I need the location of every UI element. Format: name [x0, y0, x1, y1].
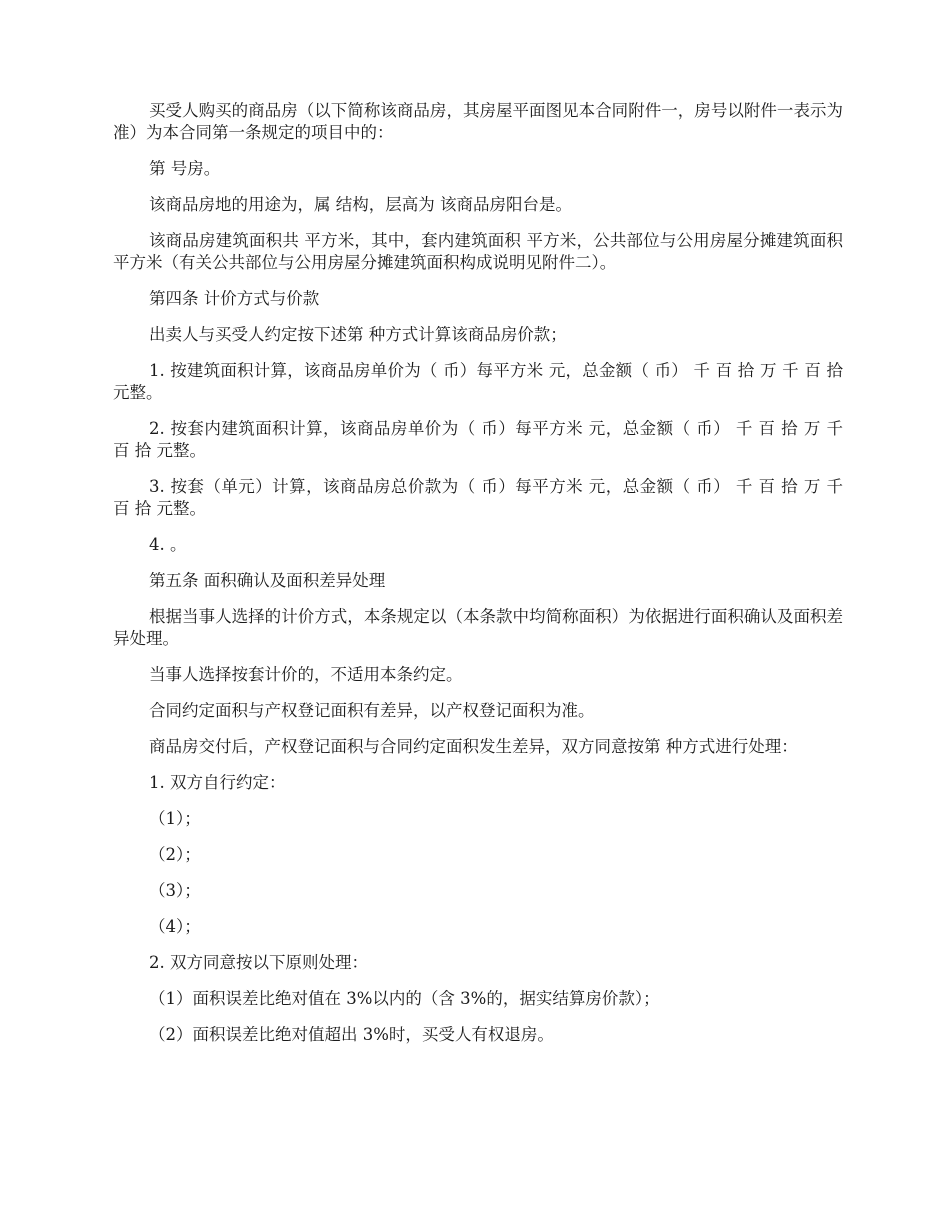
paragraph-building-area: 该商品房建筑面积共 平方米，其中，套内建筑面积 平方米，公共部位与公用房屋分摊建筑面积 平方米（有关公共部位与公用房屋分摊建筑面积构成说明见附件二）。 [113, 231, 843, 272]
paragraph-purchase-description: 买受人购买的商品房（以下简称该商品房，其房屋平面图见本合同附件一，房号以附件一表示为准）为本合同第一条规定的项目中的： [113, 101, 843, 142]
paragraph-usage-structure: 该商品房地的用途为，属 结构，层高为 该商品房阳台是。 [149, 195, 572, 214]
pricing-option-1: 1. 按建筑面积计算，该商品房单价为（ 币）每平方米 元，总金额（ 币） 千 百 拾 万 千 百 拾 元整。 [113, 361, 843, 402]
paragraph-registered-area-rule: 合同约定面积与产权登记面积有差异，以产权登记面积为准。 [149, 701, 595, 720]
document-body [113, 100, 843, 1060]
pricing-option-2: 2. 按套内建筑面积计算，该商品房单价为（ 币）每平方米 元，总金额（ 币） 千 百 拾 万 千 百 拾 元整。 [113, 419, 843, 460]
paragraph-area-difference-handling: 商品房交付后，产权登记面积与合同约定面积发生差异，双方同意按第 种方式进行处理： [149, 737, 798, 756]
handling-option-2: 2. 双方同意按以下原则处理： [149, 953, 368, 972]
principle-item-2: （2）面积误差比绝对值超出 3%时，买受人有权退房。 [149, 1025, 554, 1044]
pricing-option-3: 3. 按套（单元）计算，该商品房总价款为（ 币）每平方米 元，总金额（ 币） 千 百 拾 万 千 百 拾 元整。 [113, 477, 843, 518]
principle-item-1: （1）面积误差比绝对值在 3%以内的（含 3%的，据实结算房价款）； [149, 989, 660, 1008]
pricing-option-4: 4. 。 [149, 535, 187, 554]
paragraph-room-number: 第 号房。 [149, 159, 221, 178]
handling-option-1: 1. 双方自行约定： [149, 773, 286, 792]
handling-item-3: （3）； [149, 881, 201, 900]
article-4-heading: 第四条 计价方式与价款 [149, 289, 320, 308]
paragraph-pricing-method: 出卖人与买受人约定按下述第 种方式计算该商品房价款； [149, 325, 567, 344]
paragraph-area-basis: 根据当事人选择的计价方式，本条规定以（本条款中均简称面积）为依据进行面积确认及面积差异处理。 [113, 607, 843, 648]
handling-item-2: （2）； [149, 845, 201, 864]
handling-item-4: （4）； [149, 917, 201, 936]
paragraph-per-unit-exclusion: 当事人选择按套计价的，不适用本条约定。 [149, 665, 463, 684]
handling-item-1: （1）； [149, 809, 201, 828]
article-5-heading: 第五条 面积确认及面积差异处理 [149, 571, 386, 590]
